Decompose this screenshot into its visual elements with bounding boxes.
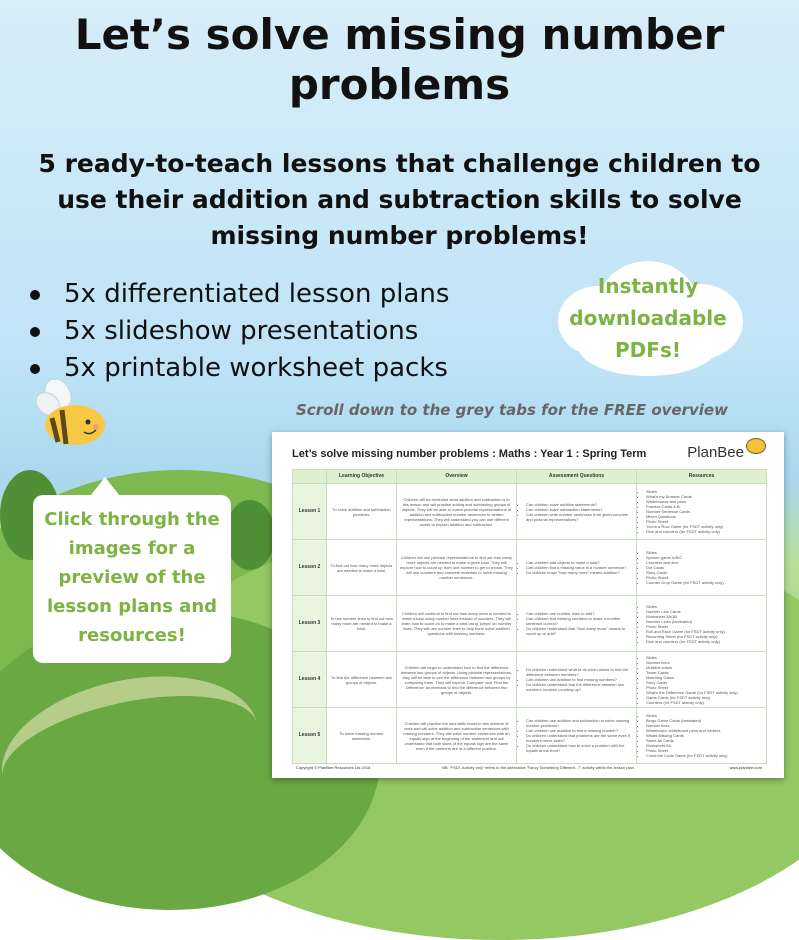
download-callout: [548, 270, 748, 366]
learning-objective: To solve addition and subtraction problems.: [327, 484, 397, 540]
list-item: • Do children understand that "how many more" means to count up or add?: [526, 626, 633, 636]
list-item: • Story Cards: [646, 570, 763, 575]
resources: [637, 484, 767, 540]
page-title: Let’s solve missing number problems: [74, 10, 725, 109]
assessment-questions: [517, 484, 637, 540]
lesson-name: Lesson 4: [293, 652, 327, 708]
list-item: • Story Cards: [646, 680, 763, 685]
feature-list: [22, 276, 449, 387]
list-item: • Do children understand what to do when asked to find the difference between numbers?: [526, 667, 633, 677]
feature-item: [22, 313, 449, 350]
lesson-overview: Children will continue to find out how many more is needed to make a total using number lines instead of counters. They will learn how to count on to make a total using 'jumps' on number lines. They will use number lines to help them solve addition questions with missing numbers.: [397, 596, 517, 652]
copyright-text: Copyright © PlanBee Resources Ltd 2018: [296, 765, 371, 770]
list-item: • Counters (for FSDT activity only): [646, 700, 763, 705]
column-header: Assessment Questions: [517, 470, 637, 484]
list-item: • Slides: [646, 655, 763, 660]
resources: [637, 596, 767, 652]
bullet-icon: [30, 327, 40, 337]
list-item: • Photo Sheet: [646, 685, 763, 690]
assessment-questions: [517, 540, 637, 596]
list-item: • What's the Difference Game (for FSDT activity only): [646, 690, 763, 695]
bullet-icon: [30, 364, 40, 374]
list-item: • Whiteboards and pens: [646, 499, 763, 504]
learning-objective: To solve missing number sentences.: [327, 708, 397, 764]
assessment-questions: [517, 596, 637, 652]
list-item: • Slides: [646, 550, 763, 555]
list-item: • Counters and dice: [646, 560, 763, 565]
callout-line: Instantly: [597, 274, 699, 298]
list-item: • Do children know "how many more" means addition?: [526, 570, 633, 575]
list-item: • Number Lines (laminated): [646, 619, 763, 624]
learning-objective: To find out how many more objects are needed to make a total.: [327, 540, 397, 596]
list-item: • Worksheet 5A: [646, 743, 763, 748]
page-subtitle: 5 ready-to-teach lessons that challenge children to use their addition and subtraction skills to solve missing number problems!: [38, 149, 761, 250]
list-item: • Same As Cards: [646, 738, 763, 743]
lesson-name: Lesson 2: [293, 540, 327, 596]
list-item: • Can children add objects to make a total?: [526, 560, 633, 565]
list-item: • You're a Row Game (for FSDT activity only): [646, 524, 763, 529]
list-item: • Crack the Code Game (for FSDT activity only): [646, 753, 763, 758]
list-item: • Photo Sheet: [646, 748, 763, 753]
resources: [637, 708, 767, 764]
list-item: • Can children use number lines to add?: [526, 611, 633, 616]
list-item: • Can children solve subtraction statements?: [526, 507, 633, 512]
footnote-text: NB: 'FSDT Activity only' refers to the alternative 'Fancy Something Different...?' activity within the lesson plan: [442, 765, 634, 770]
list-item: • Mixed Questions: [646, 514, 763, 519]
list-item: • Slides: [646, 604, 763, 609]
list-item: • Photo Sheet: [646, 519, 763, 524]
assessment-questions: [517, 652, 637, 708]
planbee-logo: PlanBee: [687, 444, 744, 461]
list-item: • Dot Cards: [646, 565, 763, 570]
list-item: • Roll and Race Game (for FSDT activity only): [646, 629, 763, 634]
lesson-name: Lesson 3: [293, 596, 327, 652]
lesson-overview: Children will practise the new skills learnt in this scheme of work and will solve addition and subtraction sentences with missing numbers. They will solve number sentences with an equals sign at the beginning of the statement and will understand that both sides of the equals sign are the same even if the numbers are in a different position.: [397, 708, 517, 764]
list-item: • Photo Sheet: [646, 624, 763, 629]
list-item: • Dice and counters (for FSDT activity only): [646, 529, 763, 534]
column-header: Overview: [397, 470, 517, 484]
learning-objective: To use number lines to find out how many more are needed to make a total.: [327, 596, 397, 652]
bee-mascot-icon: [30, 380, 110, 450]
preview-callout-bubble: [33, 495, 231, 663]
list-item: • Worksheet 3A/3B: [646, 614, 763, 619]
list-item: • Whats Missing Cards: [646, 733, 763, 738]
resources: [637, 652, 767, 708]
table-row: [293, 484, 767, 540]
list-item: • Number lines: [646, 723, 763, 728]
list-item: • Bingo Game Cards (laminated): [646, 718, 763, 723]
scroll-hint: Scroll down to the grey tabs for the FREE overview: [296, 401, 728, 419]
column-header: [293, 470, 327, 484]
list-item: • Do children understand that the difference between two numbers involves counting up?: [526, 682, 633, 692]
list-item: • Slides: [646, 713, 763, 718]
list-item: • Can children use addition to find missing numbers?: [526, 677, 633, 682]
lesson-name: Lesson 5: [293, 708, 327, 764]
feature-label: 5x differentiated lesson plans: [64, 279, 450, 309]
list-item: • Matching Game: [646, 675, 763, 680]
list-item: • Number lines: [646, 660, 763, 665]
column-header: Learning Objective: [327, 470, 397, 484]
assessment-questions: [517, 708, 637, 764]
list-item: • Slides: [646, 489, 763, 494]
list-item: • Number Line Cards: [646, 609, 763, 614]
lesson-overview: Children will use pictorial representations to find out how many more objects are needed to make a given total. They will explore how to count up from one number to get to a total. They will use counters and concrete materials to solve missing number sentences.: [397, 540, 517, 596]
list-item: • Spinner game A/B/C: [646, 555, 763, 560]
feature-label: 5x printable worksheet packs: [64, 353, 448, 383]
list-item: • What's my Number Cards: [646, 494, 763, 499]
feature-label: 5x slideshow presentations: [64, 316, 419, 346]
callout-line: PDFs!: [615, 338, 681, 362]
list-item: • Can children use addition and subtraction to solve missing number problems?: [526, 718, 633, 728]
list-item: • Photo Sheet: [646, 575, 763, 580]
list-item: • Can children write number sentences from given concrete and pictorial representations?: [526, 512, 633, 522]
resources: [637, 540, 767, 596]
list-item: • Do children understand that problems are the same even if numbers move sides?: [526, 733, 633, 743]
list-item: • Practice Cards A-B: [646, 504, 763, 509]
list-item: • Can children solve addition statements?: [526, 502, 633, 507]
list-item: • Dice and counters (for FSDT activity only): [646, 639, 763, 644]
table-row: [293, 652, 767, 708]
table-header-row: [293, 470, 767, 484]
list-item: • Tower Cards: [646, 670, 763, 675]
list-item: • Whiteboard, whiteboard pens and rubbers: [646, 728, 763, 733]
bee-logo-icon: [746, 438, 766, 454]
table-row: [293, 540, 767, 596]
lesson-name: Lesson 1: [293, 484, 327, 540]
list-item: • Counter Drop Game (for FSDT activity only): [646, 580, 763, 585]
lesson-overview: Children will begin to understand how to find the difference between two groups of objects. Using pictorial representations, they will be able to see the difference between two groups by comparing them. They will explore 'Compare' and 'Find the Difference' as methods to find the difference between two groups of objects.: [397, 652, 517, 708]
list-item: • Can children use addition to find a missing number?: [526, 728, 633, 733]
list-item: • Do children understand how to solve a problem with the equals at the front?: [526, 743, 633, 753]
feature-item: [22, 276, 449, 313]
learning-objective: To find the difference between two groups of objects.: [327, 652, 397, 708]
column-header: Resources: [637, 470, 767, 484]
lesson-plan-preview[interactable]: [272, 432, 784, 778]
table-row: [293, 708, 767, 764]
list-item: • Can children find a missing value in a number sentence?: [526, 565, 633, 570]
lesson-overview: Children will be reminded what addition and subtraction is in this lesson and will practise adding and subtracting groups of objects. They will be able to match pictorial representations of addition and subtraction number sentences to written representations. They will understand you can use different words to explain addition and subtraction.: [397, 484, 517, 540]
list-item: • Multilink cubes: [646, 665, 763, 670]
tree: [225, 500, 275, 570]
table-row: [293, 596, 767, 652]
lesson-overview-table: [292, 469, 767, 764]
website-link[interactable]: www.planbee.com: [729, 765, 762, 770]
list-item: • Number Sentence Cards: [646, 509, 763, 514]
list-item: • Game Cards (for FSDT activity only): [646, 695, 763, 700]
callout-line: downloadable: [569, 306, 727, 330]
list-item: • Recording Sheet (for FSDT activity only): [646, 634, 763, 639]
preview-callout-text: Click through the images for a preview of the lesson plans and resources!: [44, 509, 220, 646]
document-title: Let’s solve missing number problems : Maths : Year 1 : Spring Term: [292, 448, 647, 460]
bullet-icon: [30, 290, 40, 300]
list-item: • Can children find missing numbers to make a number sentence correct?: [526, 616, 633, 626]
